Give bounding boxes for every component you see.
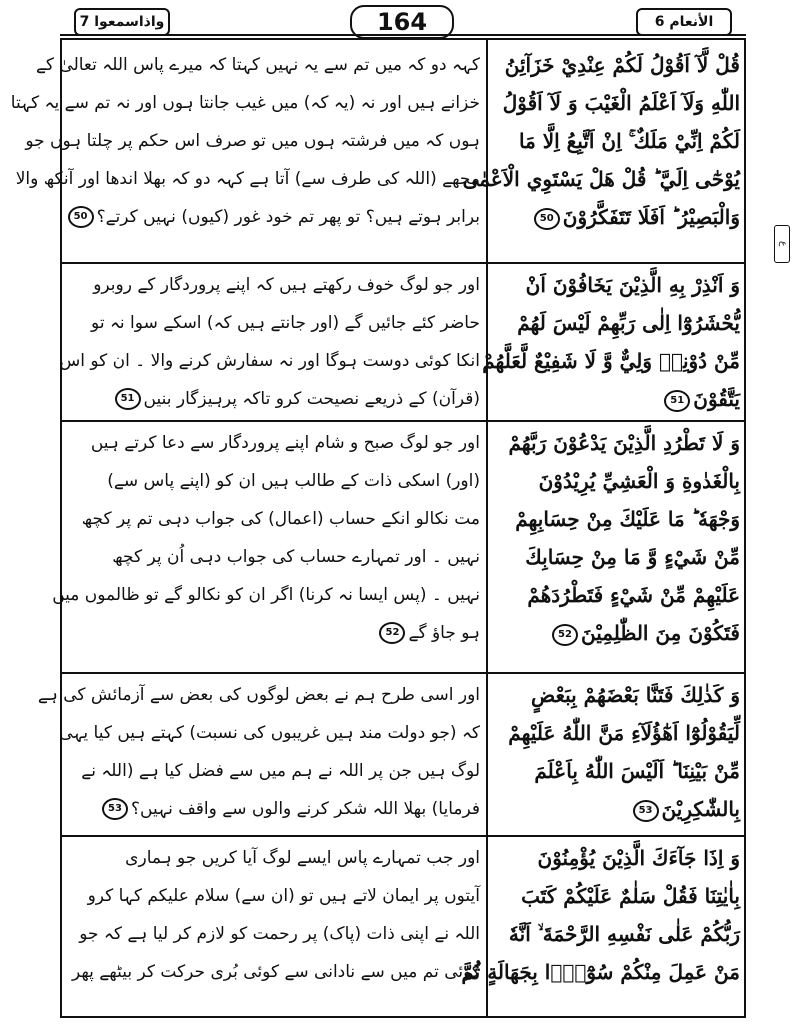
urdu-line-text: آیتوں پر ایمان لاتے ہیں تو (ان سے) سلام علیکم کہا کرو	[87, 886, 480, 906]
arabic-text-line	[492, 424, 740, 462]
arabic-line-text: وَجْهَهٗ ؕ مَا عَلَيْكَ مِنْ حِسَابِهِمْ	[515, 507, 740, 531]
urdu-text-line	[66, 424, 480, 462]
arabic-text-line	[492, 304, 740, 342]
arabic-line-text: وَ اِذَا جَآءَكَ الَّذِيْنَ يُؤْمِنُوْنَ	[537, 846, 740, 870]
ayah-number-marker: 53	[102, 798, 128, 820]
arabic-line-text: لِّيَقُوْلُوْٓا اَهٰٓؤُلَآءِ مَنَّ اللّٰهُ عَلَيْهِمْ	[508, 721, 740, 745]
arabic-text-line	[492, 790, 740, 828]
urdu-text-line	[66, 953, 480, 991]
arabic-line-text: يُّحْشَرُوْٓا اِلٰى رَبِّهِمْ لَيْسَ لَهُمْ	[517, 311, 740, 335]
urdu-line-text: انکا کوئی دوست ہوگا اور نہ سفارش کرنے والا ۔ ان کو اس	[59, 351, 480, 371]
arabic-column-section	[462, 46, 740, 260]
urdu-line-text: مت نکالو انکے حساب (اعمال) کی جواب دہی تم پر کچھ	[81, 509, 480, 529]
arabic-line-text: يَتَّقُوْنَ	[693, 387, 740, 411]
arabic-text-line	[492, 380, 740, 418]
ayah-number-marker: 51	[664, 390, 690, 412]
urdu-text-line	[66, 380, 480, 418]
urdu-line-text: کوئی تم میں سے نادانی سے کوئی بُری حرکت کر بیٹھے پھر	[71, 962, 480, 982]
arabic-column-section	[482, 266, 740, 418]
urdu-line-text: حاضر کئے جائیں گے (اور جانتے ہیں کہ) اسکے سوا نہ تو	[91, 313, 480, 333]
urdu-text-line	[66, 198, 480, 236]
arabic-line-text: مِّنْ بَيْنِنَا ؕ اَلَيْسَ اللّٰهُ بِاَعْلَمَ	[534, 759, 740, 783]
arabic-text-line	[461, 953, 740, 991]
urdu-text-line	[66, 304, 480, 342]
arabic-text-line	[492, 462, 740, 500]
urdu-line-text: اور جب تمہارے پاس ایسے لوگ آیا کریں جو ہماری	[125, 848, 480, 868]
section-rule	[60, 672, 746, 674]
urdu-text-line	[66, 915, 480, 953]
urdu-line-text: نہیں ۔ اور تمہارے حساب کی جواب دہی اُن پر کچھ	[112, 547, 480, 567]
page-number: 164	[350, 5, 454, 39]
urdu-text-line	[35, 46, 480, 84]
juz-name-label: واذاسمعوا 7	[74, 8, 170, 36]
arabic-text-line	[492, 266, 740, 304]
ayah-number-marker: 50	[534, 208, 560, 230]
arabic-line-text: وَ لَا تَطْرُدِ الَّذِيْنَ يَدْعُوْنَ رَبَّهُمْ	[508, 431, 740, 455]
arabic-text-line	[492, 500, 740, 538]
arabic-text-line	[492, 84, 740, 122]
urdu-line-text: اللہ نے اپنی ذات (پاک) پر رحمت کو لازم کر لیا ہے کہ جو	[79, 924, 480, 944]
arabic-column-section	[492, 424, 740, 670]
arabic-line-text: اللّٰهِ وَلَآ اَعْلَمُ الْغَيْبَ وَ لَآ اَقُوْلُ	[502, 91, 740, 115]
urdu-line-text: نہیں ۔ (پس ایسا نہ کرنا) اگر ان کو نکالو گے تو ظالموں میں	[52, 585, 480, 605]
ayah-number-marker: 52	[379, 622, 405, 644]
arabic-line-text: وَ اَنْذِرْ بِهِ الَّذِيْنَ يَخَافُوْنَ اَنْ	[525, 273, 740, 297]
urdu-text-line	[52, 576, 480, 614]
arabic-line-text: مِّنْ شَيْءٍ وَّ مَا مِنْ حِسَابِكَ	[525, 545, 740, 569]
ayah-number-marker: 51	[115, 388, 141, 410]
urdu-line-text: اور جو لوگ صبح و شام اپنے پروردگار سے دعا کرتے ہیں	[90, 433, 480, 453]
ayah-number-marker: 50	[68, 206, 94, 228]
urdu-text-line	[66, 462, 480, 500]
arabic-text-line	[492, 915, 740, 953]
urdu-line-text: فرمایا) بھلا اللہ شکر کرنے والوں سے واقف نہیں؟	[131, 799, 480, 819]
arabic-line-text: وَالْبَصِيْرُ ؕ اَفَلَا تَتَفَكَّرُوْنَ	[562, 205, 740, 229]
arabic-line-text: فَتَكُوْنَ مِنَ الظّٰلِمِيْنَ	[580, 621, 740, 645]
arabic-column-section	[492, 676, 740, 833]
urdu-line-text: خزانے ہیں اور نہ (یہ کہ) میں غیب جانتا ہوں اور نہ تم سے یہ کہتا	[10, 93, 480, 113]
arabic-line-text: يُوْحٰٓى اِلَيَّ ؕ قُلْ هَلْ يَسْتَوِي الْاَعْمٰى	[462, 167, 740, 191]
arabic-line-text: قُلْ لَّآ اَقُوْلُ لَكُمْ عِنْدِيْ خَزَآئِنُ	[504, 53, 740, 77]
arabic-line-text: وَ كَذٰلِكَ فَتَنَّا بَعْضَهُمْ بِبَعْضٍ	[530, 683, 740, 707]
arabic-text-line	[492, 122, 740, 160]
arabic-text-line	[462, 160, 740, 198]
arabic-text-line	[492, 877, 740, 915]
arabic-line-text: لَكُمْ اِنِّيْ مَلَكٌ ۚ اِنْ اَتَّبِعُ اِلَّا مَا	[518, 129, 740, 153]
section-rule	[60, 835, 746, 837]
urdu-line-text: اور جو لوگ خوف رکھتے ہیں کہ اپنے پروردگار کے روبرو	[93, 275, 480, 295]
ayah-number-marker: 53	[633, 800, 659, 822]
surah-name-label: الأنعام 6	[636, 8, 732, 36]
ruku-marker: ع	[774, 225, 790, 263]
arabic-text-line	[492, 839, 740, 877]
urdu-text-line	[15, 160, 480, 198]
urdu-text-line	[66, 877, 480, 915]
arabic-line-text: مَنْ عَمِلَ مِنْكُمْ سُوْٓءًۢا بِجَهَالَةٍ ثُمَّ	[461, 960, 740, 984]
arabic-text-line	[482, 342, 740, 380]
urdu-column-section	[37, 676, 480, 833]
urdu-column-section	[10, 46, 480, 260]
urdu-text-line	[37, 676, 480, 714]
urdu-text-line	[66, 538, 480, 576]
arabic-text-line	[492, 576, 740, 614]
arabic-text-line	[492, 614, 740, 652]
urdu-text-line	[66, 752, 480, 790]
urdu-line-text: اور اسی طرح ہم نے بعض لوگوں کی بعض سے آزمائش کی ہے	[37, 685, 480, 705]
arabic-text-line	[492, 752, 740, 790]
header-rule	[60, 34, 746, 36]
urdu-line-text: لوگ ہیں جن پر اللہ نے ہم میں سے فضل کیا ہے (اللہ نے	[81, 761, 480, 781]
arabic-text-line	[492, 676, 740, 714]
urdu-line-text: ہو جاؤ گے	[408, 623, 480, 643]
section-rule	[60, 420, 746, 422]
arabic-line-text: بِالشّٰكِرِيْنَ	[661, 797, 740, 821]
urdu-column-section	[66, 839, 480, 1016]
urdu-column-section	[52, 424, 480, 670]
arabic-line-text: بِالْغَدٰوةِ وَ الْعَشِيِّ يُرِيْدُوْنَ	[538, 469, 740, 493]
urdu-text-line	[66, 839, 480, 877]
urdu-text-line	[25, 122, 480, 160]
urdu-line-text: مجھے (اللہ کی طرف سے) آتا ہے کہہ دو کہ بھلا اندھا اور آنکھ والا	[15, 169, 480, 189]
urdu-line-text: (اور) اسکی ذات کے طالب ہیں ان کو (اپنے پاس سے)	[107, 471, 480, 491]
urdu-text-line	[66, 614, 480, 652]
urdu-line-text: کہہ دو کہ میں تم سے یہ نہیں کہتا کہ میرے پاس اللہ تعالیٰ کے	[35, 55, 480, 75]
arabic-text-line	[492, 46, 740, 84]
section-rule	[60, 262, 746, 264]
urdu-line-text: کہ (جو دولت مند ہیں غریبوں کی نسبت) کہتے ہیں کیا یہی	[59, 723, 480, 743]
urdu-text-line	[10, 84, 480, 122]
arabic-line-text: مِّنْ دُوْنِهٖ وَلِيٌّ وَّ لَا شَفِيْعٌ لَّعَلَّهُمْ	[482, 349, 740, 373]
arabic-line-text: عَلَيْهِمْ مِّنْ شَيْءٍ فَتَطْرُدَهُمْ	[527, 583, 740, 607]
urdu-text-line	[66, 500, 480, 538]
urdu-text-line	[59, 342, 480, 380]
urdu-column-section	[59, 266, 480, 418]
urdu-text-line	[66, 790, 480, 828]
arabic-text-line	[492, 538, 740, 576]
arabic-column-section	[461, 839, 740, 1016]
arabic-text-line	[492, 198, 740, 236]
urdu-line-text: ہوں کہ میں فرشتہ ہوں میں تو صرف اس حکم پر چلتا ہوں جو	[25, 131, 480, 151]
urdu-text-line	[66, 266, 480, 304]
arabic-line-text: بِاٰيٰتِنَا فَقُلْ سَلٰمٌ عَلَيْكُمْ كَتَبَ	[521, 884, 740, 908]
ayah-number-marker: 52	[552, 624, 578, 646]
urdu-line-text: (قرآن) کے ذریعے نصیحت کرو تاکہ پرہیزگار بنیں	[143, 389, 480, 409]
urdu-text-line	[59, 714, 480, 752]
urdu-line-text: برابر ہوتے ہیں؟ تو پھر تم خود غور (کیوں) نہیں کرتے؟	[96, 207, 480, 227]
arabic-text-line	[492, 714, 740, 752]
arabic-line-text: رَبُّكُمْ عَلٰى نَفْسِهِ الرَّحْمَةَ ۙ اَنَّهٗ	[508, 922, 740, 946]
